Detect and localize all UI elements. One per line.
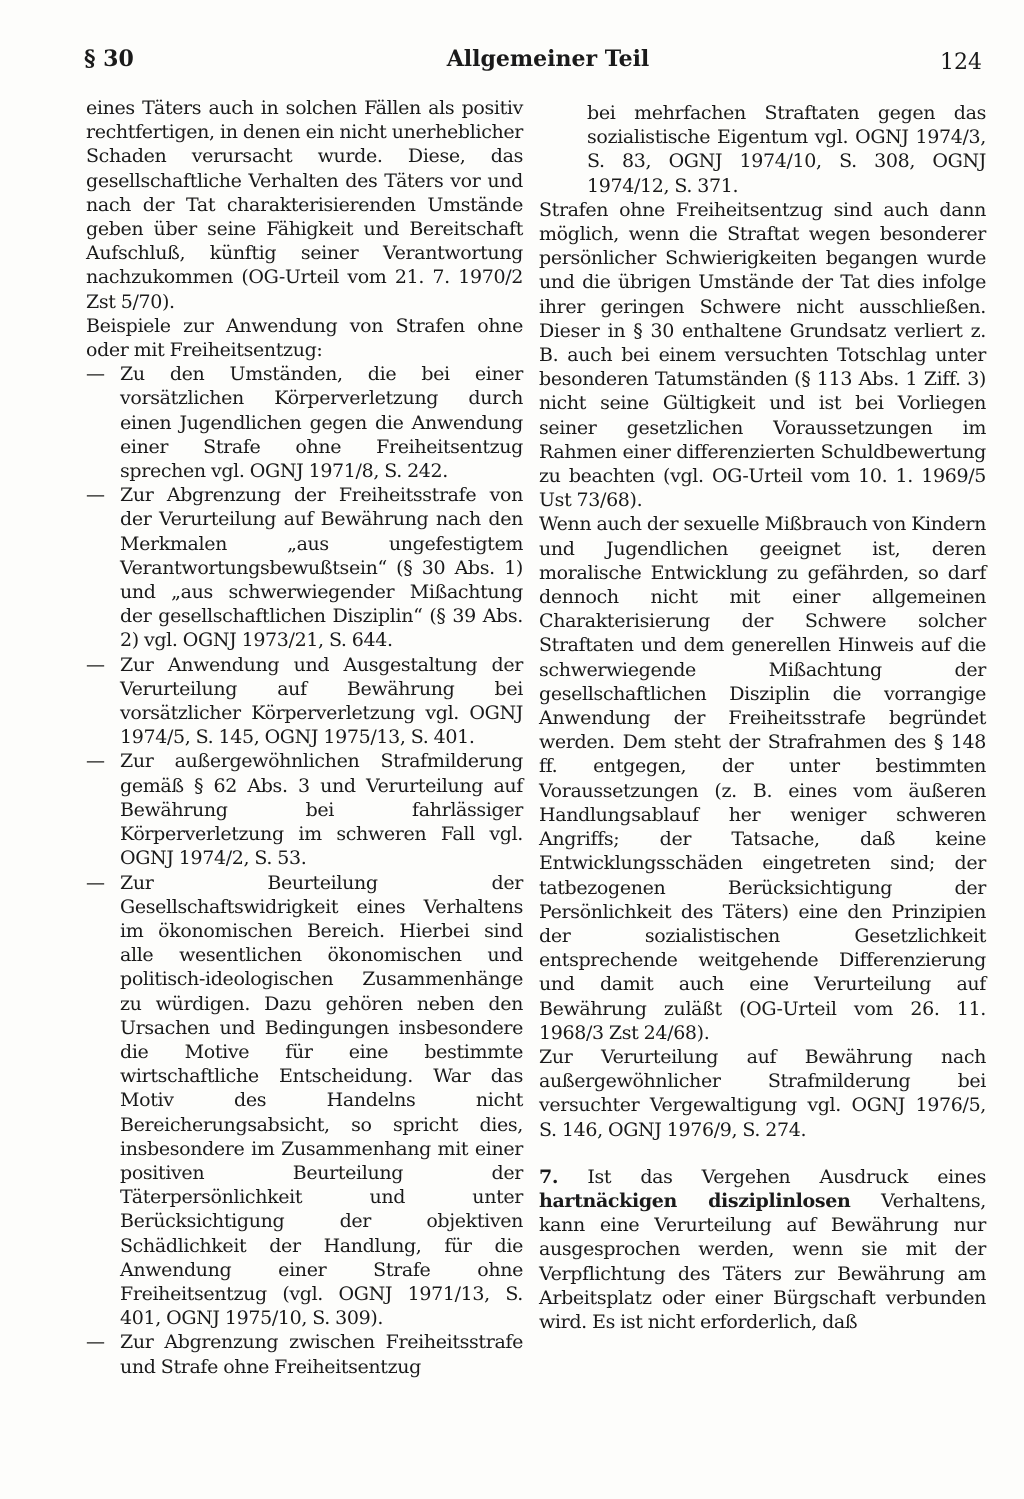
list-item <box>86 653 523 750</box>
examples-heading: Beispiele zur Anwendung von Strafen ohne oder mit Freiheitsentzug: <box>86 314 523 362</box>
page-number: 124 <box>940 50 982 75</box>
list-item <box>86 362 523 483</box>
running-header <box>84 46 982 80</box>
list-item-text: Zur außergewöhnlichen Strafmilderung gemäß § 62 Abs. 3 und Verurteilung auf Bewährung bei fahrlässiger Körperverletzung im schweren Fall vgl. OGNJ 1974/2, S. 53. <box>120 750 523 870</box>
dash-marker: — <box>86 1331 105 1354</box>
dash-marker: — <box>86 871 105 894</box>
dash-marker: — <box>86 484 105 507</box>
note-number: 7. <box>539 1165 559 1188</box>
list-item <box>86 483 523 652</box>
body-paragraph: Wenn auch der sexuelle Mißbrauch von Kindern und Jugendlichen geeignet ist, deren moralische Entwicklung zu gefährden, so darf dennoch nicht mit einer allgemeinen Charakterisierung der Schwere solcher Straftaten und dem generellen Hinweis auf die schwerwiegende Mißachtung der gesellschaftlichen Disziplin die vorrangige Anwendung der Freiheitsstrafe begründet werden. Dem steht der Strafrahmen des § 148 ff. entgegen, der unter bestimmten Voraussetzungen (z. B. eines vom äußeren Handlungsablauf her weniger schweren Angriffs; der Tatsache, daß keine Entwicklungsschäden eingetreten sind; der tatbezogenen Berücksichtigung der Persönlichkeit des Täters) eine den Prinzipien der sozialistischen Gesetzlichkeit entsprechende weitgehende Differenzierung und damit auch eine Verurteilung auf Bewährung zuläßt (OG-Urteil vom 26. 11. 1968/3 Zst 24/68). <box>539 513 986 1044</box>
note-7-paragraph <box>539 1165 986 1334</box>
list-item-text: Zur Beurteilung der Gesellschaftswidrigkeit eines Verhaltens im ökonomischen Bereich. Hierbei sind alle wesentlichen ökonomischen und politisch-ideologischen Zusammenhänge zu würdigen. Dazu gehören neben den Ursachen und Bedingungen insbesondere die Motive für eine bestimmte wirtschaftliche Entscheidung. War das Motiv des Handelns nicht Bereicherungsabsicht, so spricht dies, insbesondere im Zusammenhang mit einer positiven Beurteilung der Täterpersönlichkeit und unter Berücksichtigung der objektiven Schädlichkeit der Handlung, für die Anwendung einer Strafe ohne Freiheitsentzug (vgl. OGNJ 1971/13, S. 401, OGNJ 1975/10, S. 309). <box>120 871 523 1330</box>
right-column <box>539 101 986 1334</box>
body-paragraph: Zur Verurteilung auf Bewährung nach außergewöhnlicher Strafmilderung bei versuchter Vergewaltigung vgl. OGNJ 1976/5, S. 146, OGNJ 1976/9, S. 274. <box>539 1045 986 1141</box>
list-item-text: Zur Abgrenzung zwischen Freiheitsstrafe und Strafe ohne Freiheitsentzug <box>120 1331 523 1378</box>
left-column <box>86 96 523 1379</box>
list-item-text: Zu den Umständen, die bei einer vorsätzlichen Körperverletzung durch einen Jugendlichen gegen die Anwendung einer Strafe ohne Freiheitsentzug sprechen vgl. OGNJ 1971/8, S. 242. <box>120 363 523 483</box>
list-item <box>86 749 523 870</box>
list-item <box>86 871 523 1331</box>
dash-marker: — <box>86 653 105 676</box>
note-emphasis: hartnäckigen disziplinlosen <box>539 1189 851 1212</box>
section-number: § 30 <box>84 46 134 72</box>
dash-marker: — <box>86 363 105 386</box>
note-lead-text: Ist das Vergehen Ausdruck eines <box>587 1165 986 1188</box>
continuation-paragraph: bei mehrfachen Straftaten gegen das sozialistische Eigentum vgl. OGNJ 1974/3, S. 83, OGNJ 1974/10, S. 308, OGNJ 1974/12, S. 371. <box>587 102 986 197</box>
intro-paragraph: eines Täters auch in solchen Fällen als positiv rechtfertigen, in denen ein nicht unerheblicher Schaden verursacht wurde. Diese, das gesellschaftliche Verhalten des Täters vor und nach der Tat charakterisierenden Umstände geben über seine Fähigkeit und Bereitschaft Aufschluß, künftig seiner Verantwortung nachzukommen (OG-Urteil vom 21. 7. 1970/2 Zst 5/70). <box>86 97 523 313</box>
list-item-text: Zur Abgrenzung der Freiheitsstrafe von der Verurteilung auf Bewährung nach den Merkmalen „aus ungefestigtem Verantwortungsbewußtsein“ (§ 30 Abs. 1) und „aus schwerwiegender Mißachtung der gesellschaftlichen Disziplin“ (§ 39 Abs. 2) vgl. OGNJ 1973/21, S. 644. <box>120 484 523 652</box>
page-title: Allgemeiner Teil <box>446 46 650 72</box>
dash-marker: — <box>86 750 105 773</box>
list-item <box>86 1330 523 1378</box>
list-item-text: Zur Anwendung und Ausgestaltung der Verurteilung auf Bewährung bei vorsätzlicher Körperverletzung vgl. OGNJ 1974/5, S. 145, OGNJ 1975/13, S. 401. <box>120 653 523 749</box>
body-paragraph: Strafen ohne Freiheitsentzug sind auch dann möglich, wenn die Straftat wegen besonderer persönlicher Schwierigkeiten begangen wurde und die übrigen Umstände der Tat dies infolge ihrer geringen Schwere nicht ausschließen. Dieser in § 30 enthaltene Grundsatz verliert z. B. auch bei einem versuchten Totschlag unter besonderen Tatumständen (§ 113 Abs. 1 Ziff. 3) nicht seine Gültigkeit und ist bei Vorliegen seiner gesetzlichen Voraussetzungen im Rahmen einer differenzierten Schuldbewertung zu beachten (vgl. OG-Urteil vom 10. 1. 1969/5 Ust 73/68). <box>539 198 986 512</box>
note-rest-text: Verhaltens, kann eine Verurteilung auf Bewährung nur ausgesprochen werden, wenn sie mit der Verpflichtung des Täters zur Bewährung am Arbeitsplatz oder einer Bürgschaft verbunden wird. Es ist nicht erforderlich, daß <box>539 1189 986 1333</box>
